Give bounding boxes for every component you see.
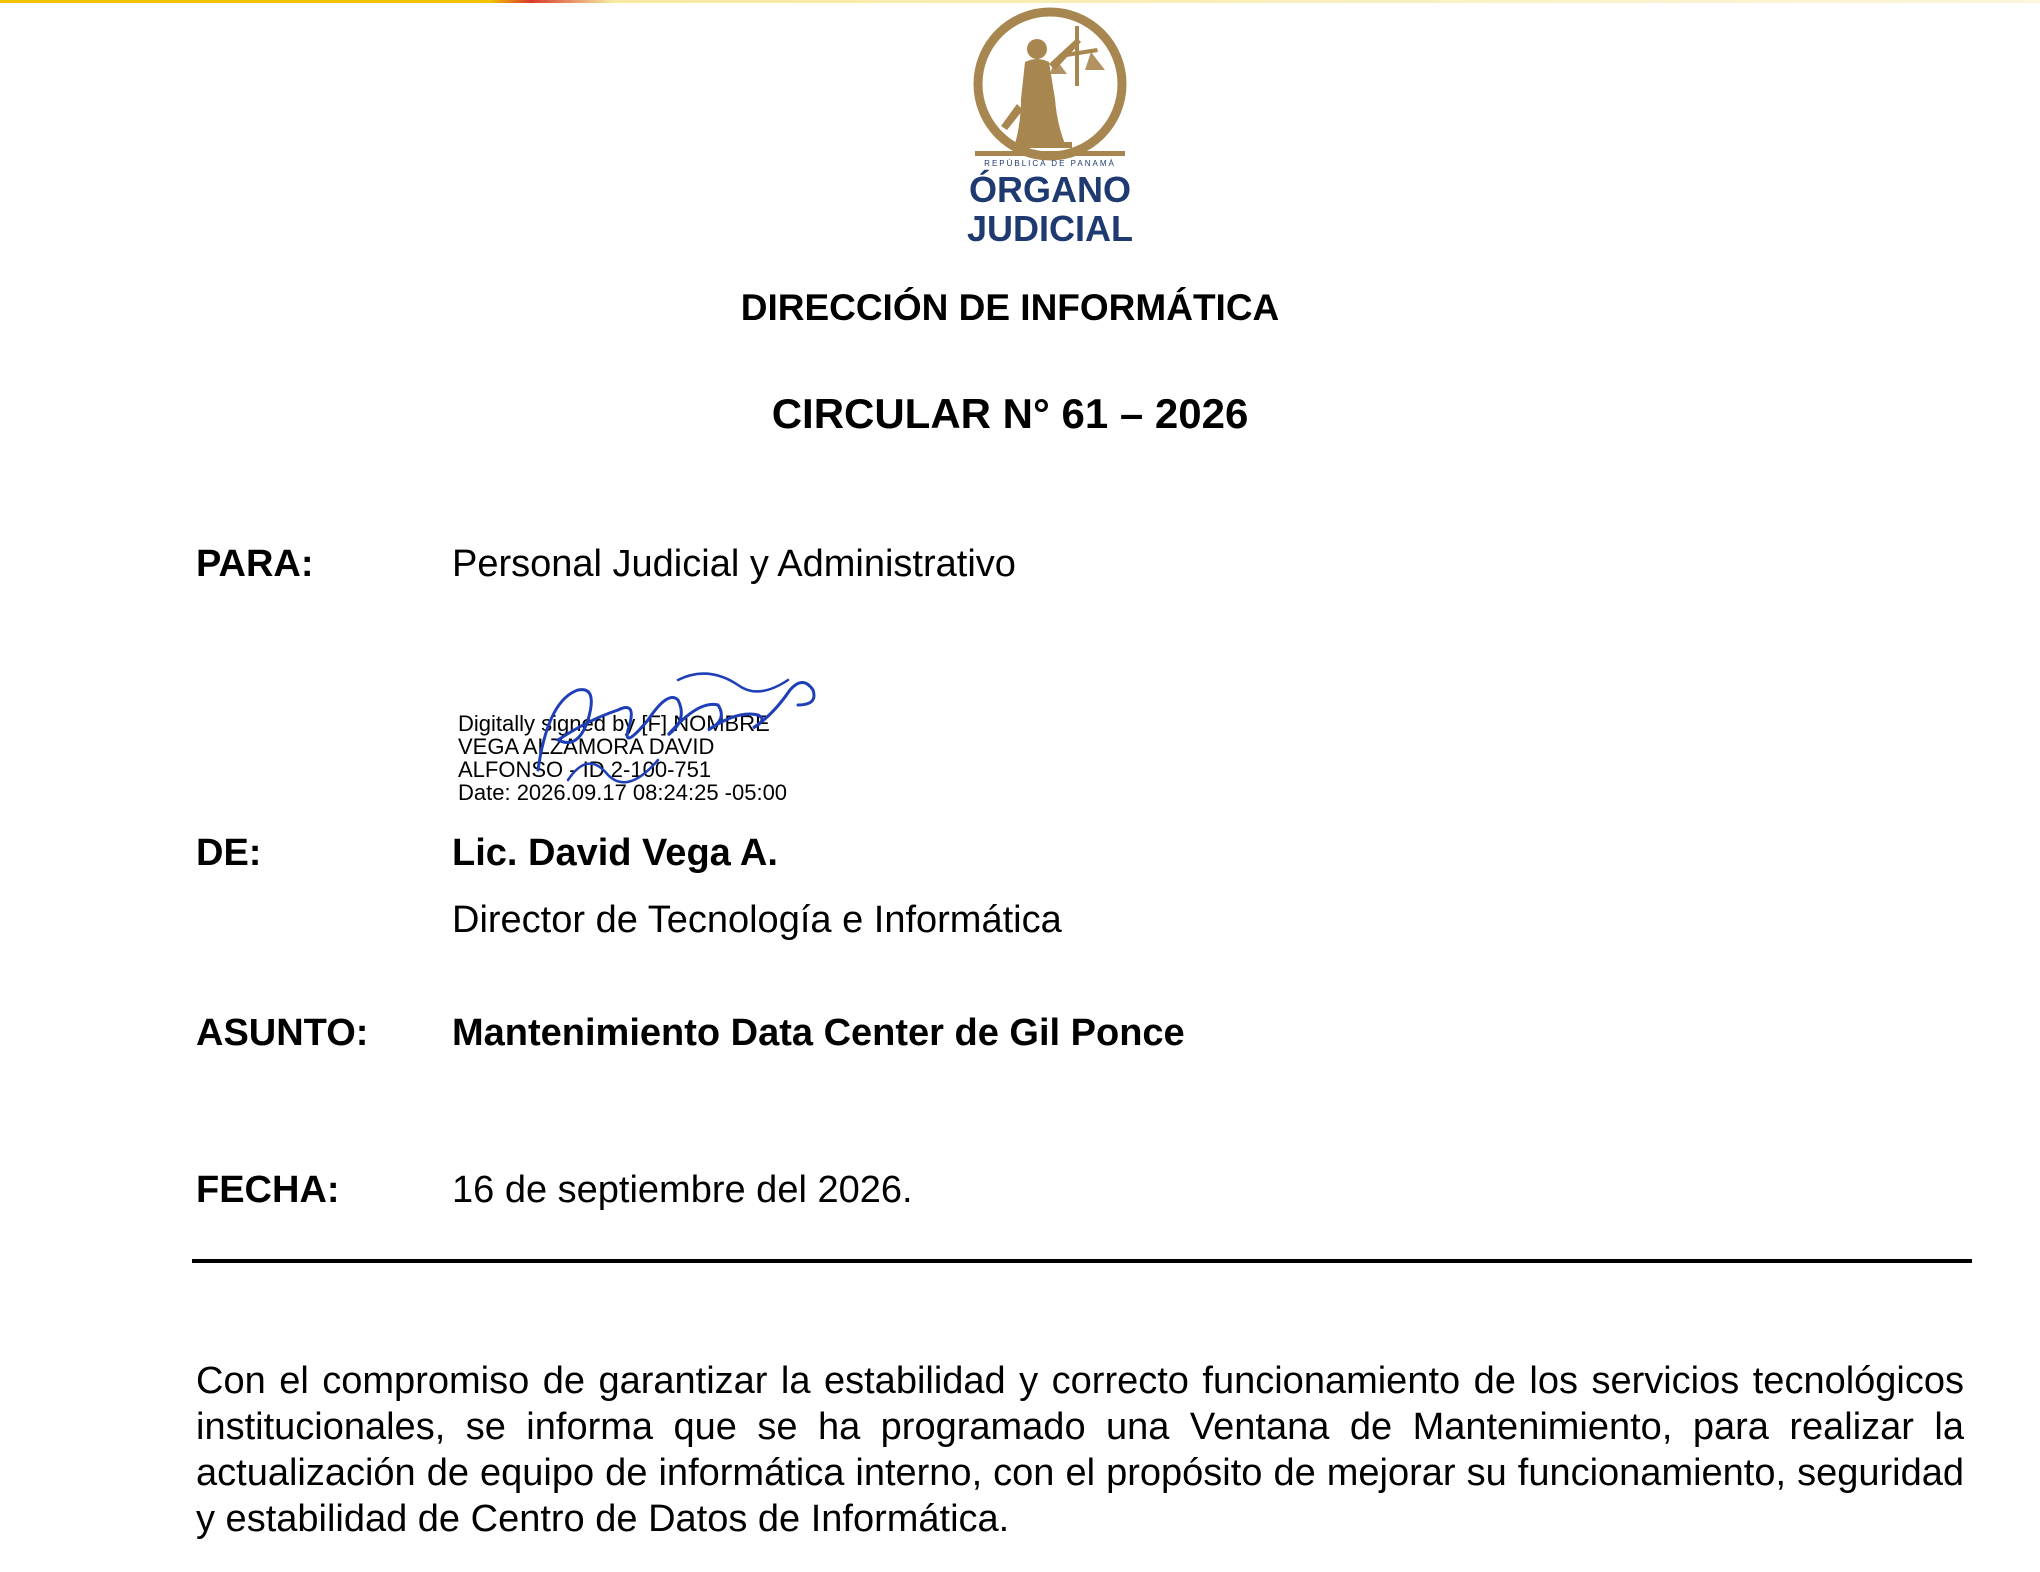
organo-judicial-logo bbox=[955, 4, 1145, 248]
separator-rule bbox=[192, 1259, 1972, 1263]
asunto-value: Mantenimiento Data Center de Gil Ponce bbox=[452, 1012, 1185, 1054]
circular-number: CIRCULAR N° 61 – 2026 bbox=[771, 390, 1249, 437]
seal-line1: ÓRGANO bbox=[969, 169, 1131, 210]
para-value: Personal Judicial y Administrativo bbox=[452, 543, 1016, 585]
digital-signature bbox=[458, 660, 858, 815]
signature-line-4: Date: 2026.09.17 08:24:25 -05:00 bbox=[458, 780, 788, 805]
signature-line-3: ALFONSO - ID 2-100-751 bbox=[458, 757, 712, 782]
asunto-label: ASUNTO: bbox=[196, 1012, 369, 1054]
de-title: Director de Tecnología e Informática bbox=[452, 899, 1062, 941]
de-label: DE: bbox=[196, 832, 262, 874]
department-title: DIRECCIÓN DE INFORMÁTICA bbox=[740, 287, 1280, 328]
handwritten-signature-icon bbox=[528, 660, 828, 800]
fecha-value: 16 de septiembre del 2026. bbox=[452, 1169, 913, 1211]
justice-seal-icon bbox=[955, 4, 1145, 248]
signature-line-2: VEGA ALZAMORA DAVID bbox=[458, 734, 715, 759]
de-name: Lic. David Vega A. bbox=[452, 832, 778, 874]
seal-top-text: REPÚBLICA DE PANAMÁ bbox=[984, 159, 1116, 168]
seal-line2: JUDICIAL bbox=[966, 208, 1134, 248]
signature-line-1: Digitally signed by [F] NOMBRE bbox=[458, 711, 770, 736]
para-label: PARA: bbox=[196, 543, 314, 585]
body-paragraph: Con el compromiso de garantizar la estabilidad y correcto funcionamiento de los servicios tecnológicos institucionales, se informa que se ha programado una Ventana de Mantenimiento, para realizar la actualización de equipo de informática interno, con el propósito de mejorar su funcionamiento, seguridad y estabilidad de Centro de Datos de Informática. bbox=[196, 1360, 1964, 1540]
fecha-label: FECHA: bbox=[196, 1169, 340, 1211]
top-color-strip bbox=[0, 0, 2040, 3]
